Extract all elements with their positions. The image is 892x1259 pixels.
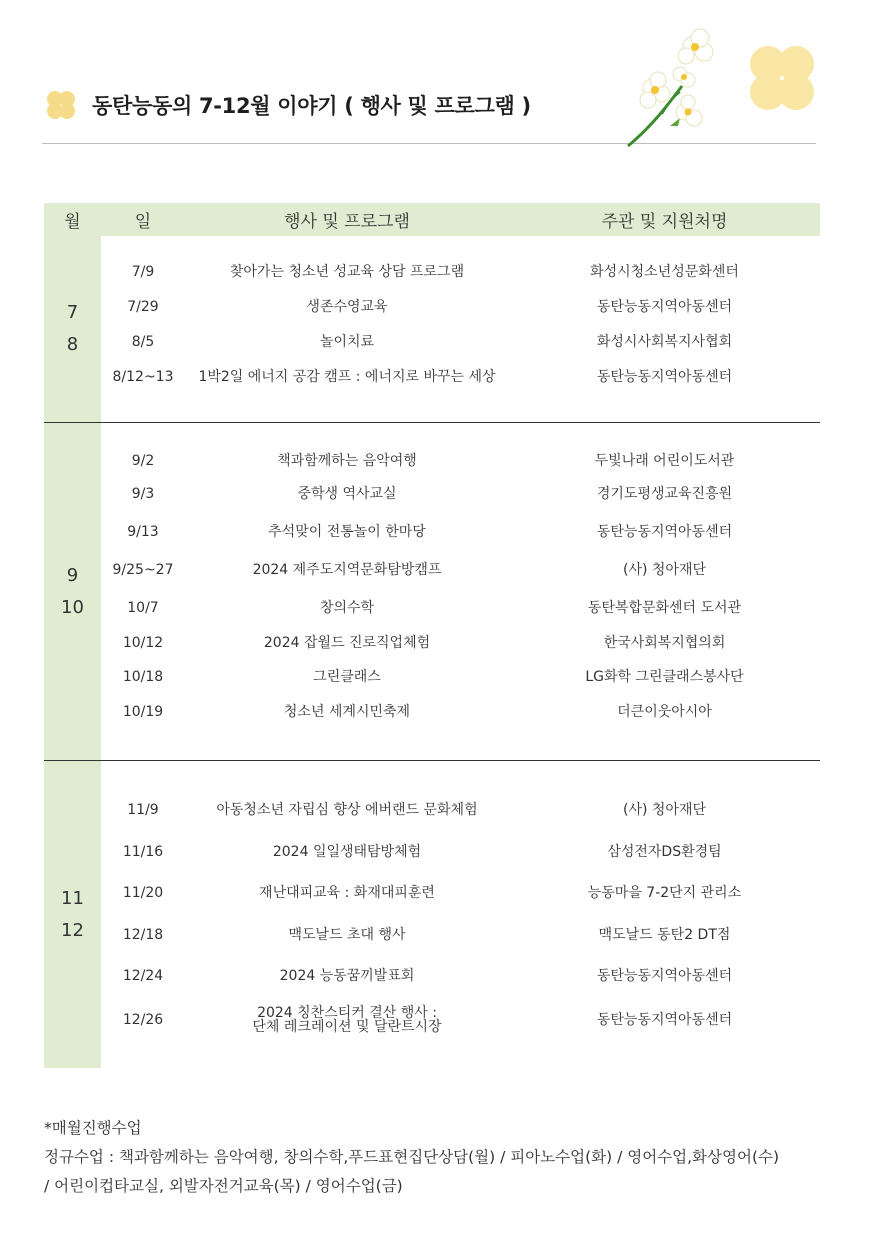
event-cell: 생존수영교육	[306, 299, 388, 315]
table-row	[101, 592, 820, 624]
event-cell: 중학생 역사교실	[297, 486, 397, 502]
column-header-day: 일	[134, 212, 152, 232]
day-cell: 11/9	[127, 802, 159, 818]
event-cell	[185, 1006, 509, 1034]
month-cell	[44, 761, 101, 1068]
monthly-classes-note	[44, 1114, 779, 1201]
table-row	[101, 627, 820, 659]
day-cell: 8/12~13	[112, 369, 174, 385]
note-line: 정규수업 : 책과함께하는 음악여행, 창의수학,푸드표현집단상담(월) / 피아노수업(화) / 영어수업,화상영어(수)	[44, 1148, 780, 1166]
org-cell: 능동마을 7-2단지 관리소	[587, 885, 742, 901]
table-row	[101, 478, 820, 510]
note-line: / 어린이컵타교실, 외발자전거교육(목) / 영어수업(금)	[44, 1177, 403, 1195]
table-row	[101, 919, 820, 951]
org-cell: 삼성전자DS환경팀	[607, 844, 722, 860]
column-header-month: 월	[64, 212, 81, 232]
event-cell: 책과함께하는 음악여행	[277, 453, 417, 469]
table-row	[101, 960, 820, 992]
table-row	[101, 326, 820, 358]
month-cell	[44, 423, 101, 760]
org-cell: 화성시사회복지사협회	[596, 334, 733, 350]
org-cell: LG화학 그린클래스봉사단	[585, 669, 744, 685]
month-label: 7	[66, 302, 79, 323]
day-cell: 9/3	[131, 486, 155, 502]
org-cell: 동탄능동지역아동센터	[596, 1012, 733, 1028]
org-cell: 한국사회복지협의회	[603, 635, 726, 651]
event-line: 단체 레크레이션 및 달란트시장	[252, 1019, 442, 1035]
org-cell: 경기도평생교육진흥원	[596, 486, 733, 502]
event-cell: 놀이치료	[319, 334, 375, 350]
day-cell: 11/20	[122, 885, 164, 901]
month-label: 12	[61, 919, 84, 941]
month-label: 8	[66, 334, 79, 355]
day-cell: 10/18	[122, 669, 164, 685]
table-row	[101, 1002, 820, 1038]
day-cell: 9/2	[131, 453, 155, 469]
column-header-org: 주관 및 지원처명	[601, 212, 728, 232]
table-row	[101, 661, 820, 693]
org-cell: 화성시청소년성문화센터	[590, 264, 739, 280]
day-cell: 12/18	[122, 927, 164, 943]
event-cell: 2024 잡월드 진로직업체험	[263, 635, 431, 651]
page-title: 동탄능동의 7-12월 이야기 ( 행사 및 프로그램 )	[92, 94, 531, 118]
event-cell: 추석맞이 전통놀이 한마당	[268, 524, 426, 540]
org-cell: (사) 청아재단	[623, 562, 706, 578]
event-cell: 1박2일 에너지 공감 캠프 : 에너지로 바꾸는 세상	[198, 369, 496, 385]
org-cell: 더큰이웃아시아	[617, 704, 712, 720]
note-heading: *매월진행수업	[44, 1119, 142, 1137]
event-cell: 맥도날드 초대 행사	[288, 927, 406, 943]
white-flower-branch-icon	[622, 26, 732, 151]
event-cell: 2024 제주도지역문화탐방캠프	[252, 562, 442, 578]
table-row	[101, 516, 820, 548]
month-label: 11	[61, 887, 84, 909]
event-cell: 아동청소년 자립심 향상 에버랜드 문화체험	[216, 802, 478, 818]
day-cell: 10/19	[122, 704, 164, 720]
table-row	[101, 696, 820, 728]
org-cell: 동탄능동지역아동센터	[596, 299, 733, 315]
day-cell: 8/5	[131, 334, 155, 350]
org-cell: (사) 청아재단	[623, 802, 706, 818]
day-cell: 11/16	[122, 844, 164, 860]
schedule-table	[44, 203, 820, 1068]
table-section-nov-dec	[44, 761, 820, 1068]
table-row	[101, 256, 820, 288]
yellow-clover-icon	[746, 42, 818, 114]
table-row	[101, 361, 820, 393]
column-header-event: 행사 및 프로그램	[284, 212, 410, 232]
table-row	[101, 291, 820, 323]
day-cell: 10/12	[122, 635, 164, 651]
table-row	[101, 445, 820, 477]
day-cell: 10/7	[127, 600, 159, 616]
event-cell: 2024 일일생태탐방체험	[272, 844, 422, 860]
event-cell: 재난대피교육 : 화재대피훈련	[259, 885, 435, 901]
org-cell: 동탄능동지역아동센터	[596, 369, 733, 385]
event-cell: 찾아가는 청소년 성교육 상담 프로그램	[229, 264, 465, 280]
event-cell: 창의수학	[319, 600, 375, 616]
day-cell: 9/25~27	[112, 562, 174, 578]
table-row	[101, 836, 820, 868]
month-cell	[44, 236, 101, 422]
org-cell: 맥도날드 동탄2 DT점	[598, 927, 731, 943]
day-cell: 9/13	[127, 524, 159, 540]
table-section-jul-aug	[44, 236, 820, 423]
event-cell: 그린클래스	[313, 669, 381, 685]
table-row	[101, 794, 820, 826]
event-line: 2024 칭찬스티커 결산 행사 :	[257, 1005, 437, 1021]
org-cell: 두빛나래 어린이도서관	[594, 453, 735, 469]
org-cell: 동탄능동지역아동센터	[596, 968, 733, 984]
org-cell: 동탄복합문화센터 도서관	[587, 600, 742, 616]
event-cell: 2024 능동꿈끼발표회	[279, 968, 415, 984]
table-header	[44, 203, 820, 236]
day-cell: 12/24	[122, 968, 164, 984]
month-label: 10	[61, 596, 84, 618]
day-cell: 7/9	[131, 264, 155, 280]
page-header	[44, 88, 531, 122]
event-cell: 청소년 세계시민축제	[283, 704, 411, 720]
day-cell: 7/29	[127, 299, 159, 315]
month-label: 9	[66, 564, 79, 586]
org-cell: 동탄능동지역아동센터	[596, 524, 733, 540]
day-cell: 12/26	[122, 1012, 164, 1028]
table-row	[101, 877, 820, 909]
table-section-sep-oct	[44, 423, 820, 761]
yellow-clover-icon	[44, 88, 78, 122]
table-row	[101, 554, 820, 586]
